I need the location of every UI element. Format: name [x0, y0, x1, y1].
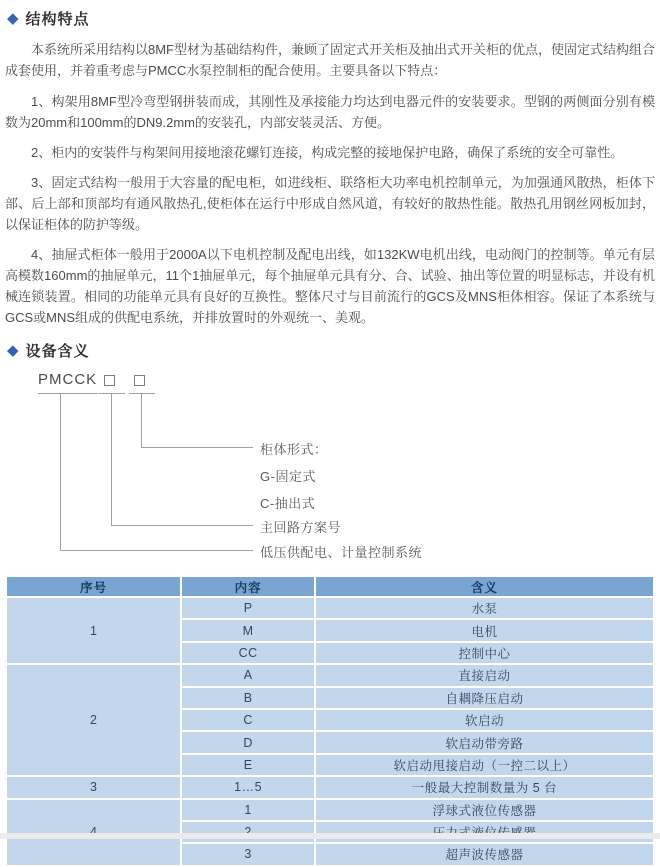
underline-model — [38, 393, 98, 394]
features-list — [5, 91, 655, 328]
cell-content: CC — [181, 642, 315, 664]
connector-line — [60, 394, 61, 550]
cell-serial-no: 2 — [6, 664, 181, 776]
underline-box-2 — [129, 393, 155, 394]
cell-serial-no: 1 — [6, 597, 181, 664]
column-header-meaning: 含义 — [315, 576, 654, 597]
cell-meaning: 水泵 — [315, 597, 654, 619]
connector-line — [111, 394, 112, 525]
features-intro-paragraph: 本系统所采用结构以8MF型材为基础结构件，兼顾了固定式开关柜及抽出式开关柜的优点，使固定式结构组合成套使用，并着重考虑与PMCC水泵控制柜的配合使用。主要具备以下特点： — [5, 42, 656, 78]
cell-content: 1…5 — [181, 776, 315, 798]
section-heading-features — [7, 8, 655, 29]
cell-content: D — [181, 731, 315, 753]
cell-content: B — [181, 687, 315, 709]
feature-paragraph: 4、抽屉式柜体一般用于2000A以下电机控制及配电出线，如132KW电机出线，电动阀门的控制等。单元有层高模数160mm的抽屉单元，11个1抽屉单元，每个抽屉单元具有分、合、试验、抽出等位置的明显标志，并设有机械连锁装置。相同的功能单元具有良好的互换性。整体尺寸与目前流行的GCS及MNS柜体相容。保证了本系统与GCS或MNS组成的供配电系统，并排放置时的外观统一、美观。 — [5, 247, 655, 325]
section-title: 设备含义 — [25, 343, 90, 360]
underline-box-1 — [99, 393, 125, 394]
section-title: 结构特点 — [25, 11, 90, 28]
table-row — [6, 799, 654, 821]
section-heading-meaning — [7, 340, 655, 361]
model-code-box-2 — [134, 375, 145, 386]
cell-meaning: 超声波传感器 — [315, 843, 654, 865]
diagram-label-cabinet-form: 柜体形式： — [260, 442, 328, 457]
cell-meaning: 自耦降压启动 — [315, 687, 654, 709]
model-code-text: PMCCK — [38, 371, 98, 388]
model-code-box-1 — [104, 375, 115, 386]
page-bottom-edge — [0, 833, 660, 839]
table-row — [6, 776, 654, 798]
cell-content: M — [181, 619, 315, 641]
cell-meaning: 软启动带旁路 — [315, 731, 654, 753]
cell-meaning: 一般最大控制数量为 5 台 — [315, 776, 654, 798]
connector-line — [60, 550, 253, 551]
feature-paragraph: 3、固定式结构一般用于大容量的配电柜，如进线柜、联络柜大功率电机控制单元，为加强通风散热，柜体下部、后上部和顶部均有通风散热孔,使柜体在运行中形成自然风道，有较好的散热性能。散热孔用钢丝网板加封，以保证柜体的防护等级。 — [5, 175, 655, 232]
diamond-icon: ◆ — [7, 10, 19, 27]
diagram-label-system: 低压供配电、计量控制系统 — [260, 545, 423, 560]
column-header-no: 序号 — [6, 576, 181, 597]
meaning-table — [5, 575, 655, 867]
cell-serial-no: 3 — [6, 776, 181, 798]
cell-meaning: 软启动 — [315, 709, 654, 731]
cell-content: 1 — [181, 799, 315, 821]
cell-meaning: 浮球式液位传感器 — [315, 799, 654, 821]
cell-meaning: 软启动甩接启动（一控二以上） — [315, 754, 654, 776]
connector-line — [141, 447, 253, 448]
diagram-label-scheme: 主回路方案号 — [260, 520, 342, 535]
cell-meaning: 控制中心 — [315, 642, 654, 664]
table-row — [6, 597, 654, 619]
feature-paragraph: 1、构架用8MF型冷弯型钢拼装而成，其刚性及承接能力均达到电器元件的安装要求。型钢的两侧面分别有模数为20mm和100mm的DN9.2mm的安装孔，内部安装灵活、方便。 — [5, 94, 655, 130]
connector-line — [111, 525, 253, 526]
diagram-label-drawout: C-抽出式 — [260, 496, 316, 511]
cell-content: C — [181, 709, 315, 731]
cell-content: E — [181, 754, 315, 776]
diamond-icon: ◆ — [7, 342, 19, 359]
feature-paragraph: 2、柜内的安装件与构架间用接地滚花螺钉连接，构成完整的接地保护电路，确保了系统的安全可靠性。 — [31, 145, 624, 160]
cell-content: P — [181, 597, 315, 619]
cell-content: 3 — [181, 843, 315, 865]
cell-meaning: 直接启动 — [315, 664, 654, 686]
diagram-label-fixed: G-固定式 — [260, 469, 316, 484]
column-header-content: 内容 — [181, 576, 315, 597]
cell-content: A — [181, 664, 315, 686]
table-header-row — [6, 576, 654, 597]
table-row — [6, 664, 654, 686]
cell-meaning: 电机 — [315, 619, 654, 641]
model-code-diagram — [5, 367, 655, 569]
connector-line — [141, 394, 142, 447]
